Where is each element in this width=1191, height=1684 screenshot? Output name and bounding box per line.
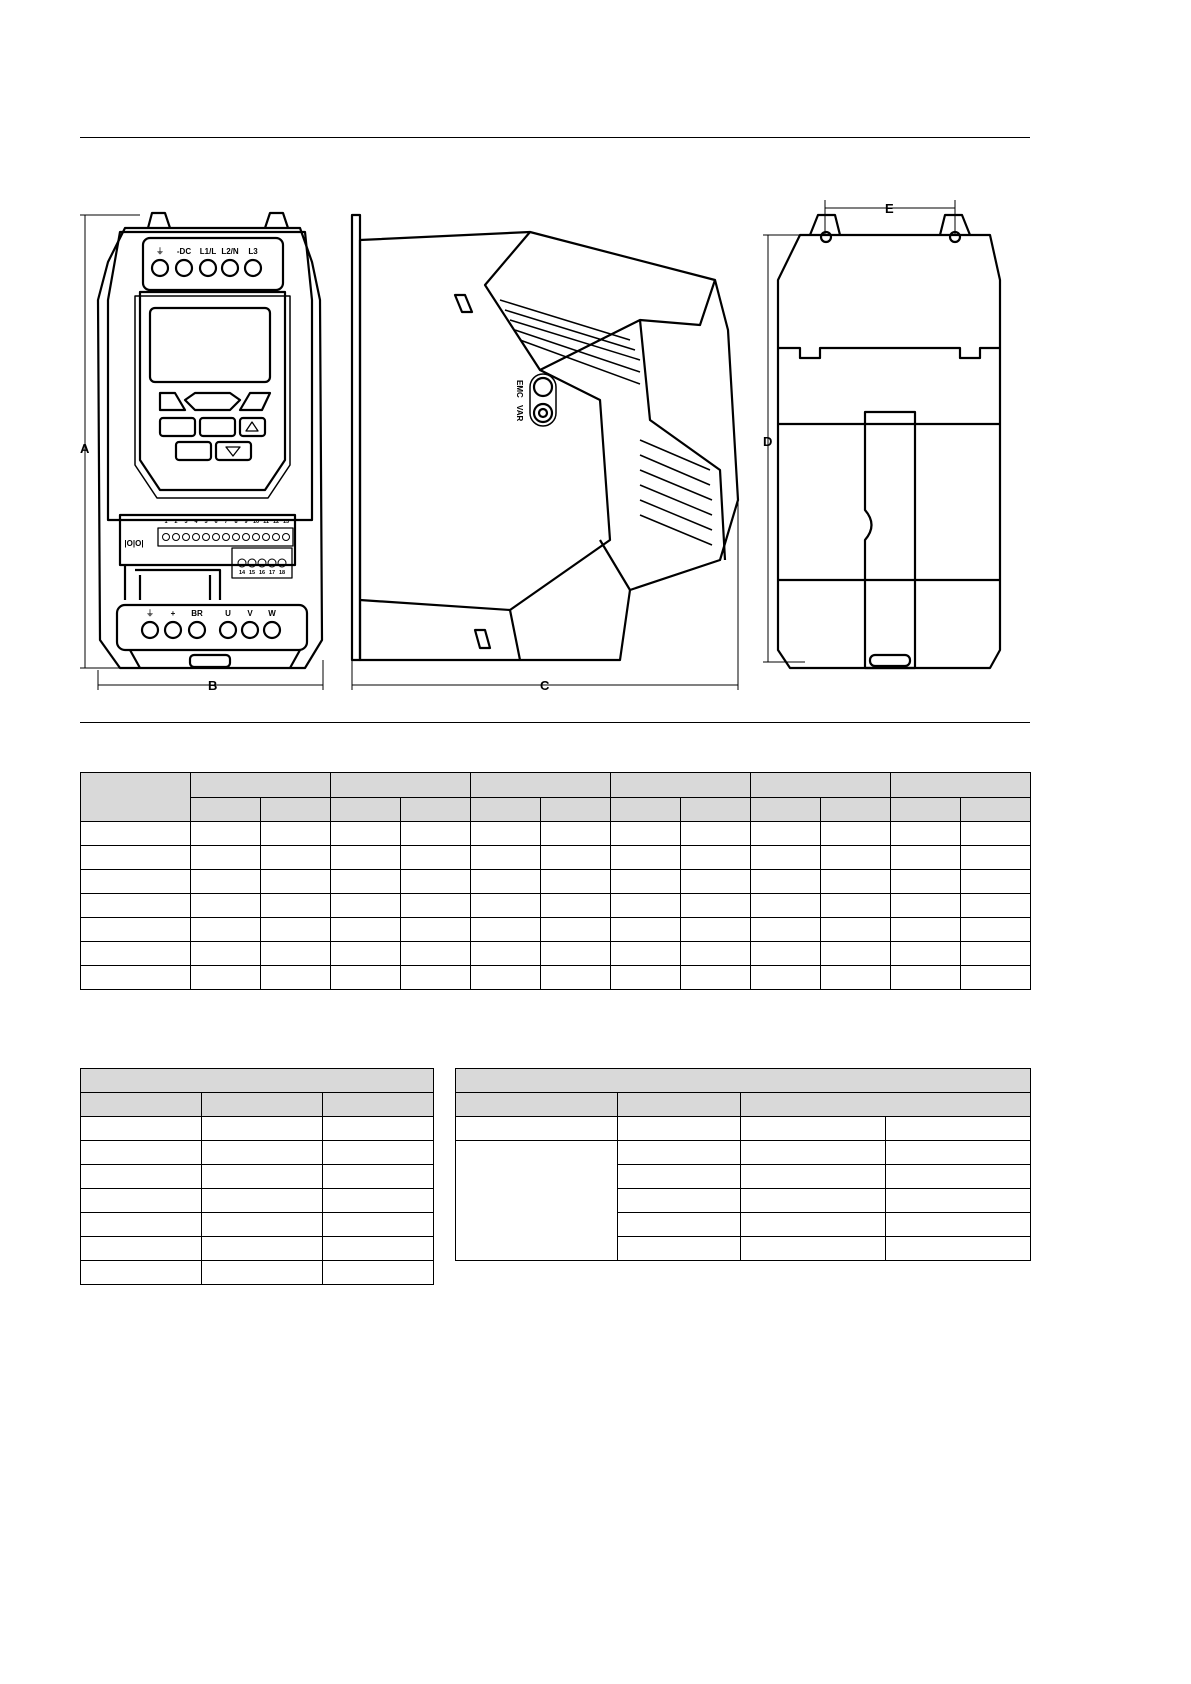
table-cell xyxy=(741,1165,886,1189)
table-cell xyxy=(611,942,681,966)
table-cell xyxy=(471,918,541,942)
table-cell xyxy=(261,918,331,942)
table-cell xyxy=(81,1093,202,1117)
control-terminal-number: 7 xyxy=(224,519,228,525)
table-cell xyxy=(261,846,331,870)
table-cell xyxy=(611,846,681,870)
header-cell xyxy=(891,773,1031,798)
table-row xyxy=(81,894,1031,918)
table-row xyxy=(81,870,1031,894)
dimension-b-label: B xyxy=(208,678,218,693)
table-cell xyxy=(202,1165,323,1189)
dimension-c-label: C xyxy=(540,678,550,693)
table-cell xyxy=(323,1093,434,1117)
table-cell xyxy=(886,1165,1031,1189)
terminal-label: + xyxy=(170,609,176,618)
table-cell xyxy=(191,942,261,966)
table-cell xyxy=(891,822,961,846)
header-cell xyxy=(191,773,331,798)
terminal-label: BR xyxy=(191,609,203,618)
table-cell xyxy=(741,1237,886,1261)
table-cell xyxy=(331,797,401,822)
right-lower-table xyxy=(455,1068,1031,1261)
table-cell xyxy=(261,966,331,990)
emc-label: EMC xyxy=(515,380,524,398)
table-cell xyxy=(611,822,681,846)
table-header-row xyxy=(81,773,1031,798)
table-row xyxy=(81,822,1031,846)
table-cell xyxy=(751,942,821,966)
table-cell xyxy=(323,1261,434,1285)
table-cell xyxy=(821,846,891,870)
front-bottom-terminals xyxy=(142,622,280,638)
dip-switch-label: |O|O| xyxy=(124,539,144,548)
table-cell xyxy=(681,846,751,870)
table-cell xyxy=(741,1141,886,1165)
table-cell xyxy=(821,966,891,990)
table-cell xyxy=(261,797,331,822)
table-row xyxy=(81,1213,434,1237)
table-cell xyxy=(751,870,821,894)
table-cell xyxy=(191,797,261,822)
table-cell xyxy=(891,918,961,942)
table-cell xyxy=(886,1141,1031,1165)
table-row xyxy=(81,942,1031,966)
table-row xyxy=(81,1189,434,1213)
header-cell xyxy=(471,773,611,798)
table-cell xyxy=(681,942,751,966)
rear-view xyxy=(778,215,1000,668)
table-cell xyxy=(323,1165,434,1189)
table-row xyxy=(81,846,1031,870)
table-cell xyxy=(821,797,891,822)
table-cell xyxy=(618,1213,741,1237)
dimension-a-label: A xyxy=(80,441,90,456)
table-cell xyxy=(323,1213,434,1237)
dimension-d-label: D xyxy=(763,434,773,449)
table-cell xyxy=(961,870,1031,894)
table-cell xyxy=(471,870,541,894)
table-cell xyxy=(741,1093,1031,1117)
table-cell xyxy=(401,822,471,846)
var-label: VAR xyxy=(515,405,524,422)
table-cell xyxy=(81,942,191,966)
table-cell xyxy=(961,942,1031,966)
table-cell xyxy=(323,1141,434,1165)
table-cell xyxy=(401,846,471,870)
table-cell xyxy=(261,822,331,846)
table-cell xyxy=(471,797,541,822)
table-cell xyxy=(191,966,261,990)
table-cell xyxy=(81,1237,202,1261)
table-cell xyxy=(961,894,1031,918)
table-cell xyxy=(821,942,891,966)
table-cell xyxy=(81,1069,434,1093)
table-cell xyxy=(681,918,751,942)
table-cell xyxy=(751,894,821,918)
table-cell xyxy=(81,894,191,918)
table-cell xyxy=(618,1189,741,1213)
terminal-label: ⏚ xyxy=(156,247,164,256)
table-cell xyxy=(456,1093,618,1117)
control-terminal-number: 12 xyxy=(272,519,280,525)
side-view xyxy=(352,215,738,660)
table-cell xyxy=(961,966,1031,990)
table-cell xyxy=(741,1117,886,1141)
table-cell xyxy=(191,918,261,942)
table-cell xyxy=(81,1189,202,1213)
table-cell xyxy=(456,1141,618,1261)
table-cell xyxy=(81,1213,202,1237)
relay-terminal-number: 18 xyxy=(278,570,286,576)
header-cell xyxy=(331,773,471,798)
table-row xyxy=(81,1117,434,1141)
relay-terminal-number: 14 xyxy=(238,570,246,576)
control-terminal-number: 9 xyxy=(244,519,248,525)
table-cell xyxy=(611,797,681,822)
table-header-row xyxy=(81,1093,434,1117)
table-cell xyxy=(611,870,681,894)
table-cell xyxy=(961,846,1031,870)
table-cell xyxy=(331,870,401,894)
control-terminal-number: 6 xyxy=(214,519,218,525)
table-cell xyxy=(191,822,261,846)
table-cell xyxy=(751,846,821,870)
header-cell xyxy=(751,773,891,798)
table-cell xyxy=(821,870,891,894)
table-cell xyxy=(456,1069,1031,1093)
terminal-label: L1/L xyxy=(199,247,217,256)
table-row xyxy=(81,1141,434,1165)
table-cell xyxy=(618,1093,741,1117)
table-cell xyxy=(471,846,541,870)
table-cell xyxy=(891,966,961,990)
table-cell xyxy=(821,918,891,942)
table-cell xyxy=(611,918,681,942)
control-terminals xyxy=(163,534,290,568)
table-cell xyxy=(471,822,541,846)
left-lower-table xyxy=(80,1068,434,1285)
table-title-row xyxy=(456,1069,1031,1093)
table-cell xyxy=(471,942,541,966)
control-terminal-number: 8 xyxy=(234,519,238,525)
table-cell xyxy=(401,870,471,894)
control-terminal-number: 13 xyxy=(282,519,290,525)
terminal-label: V xyxy=(247,609,253,618)
table-header-row xyxy=(456,1093,1031,1117)
control-terminal-number: 5 xyxy=(204,519,208,525)
table-cell xyxy=(891,846,961,870)
header-cell xyxy=(611,773,751,798)
table-cell xyxy=(331,918,401,942)
terminal-label: U xyxy=(225,609,231,618)
control-terminal-number: 1 xyxy=(164,519,168,525)
table-cell xyxy=(741,1213,886,1237)
table-cell xyxy=(961,797,1031,822)
table-row xyxy=(81,1261,434,1285)
table-cell xyxy=(541,846,611,870)
table-cell xyxy=(741,1189,886,1213)
table-cell xyxy=(886,1189,1031,1213)
table-cell xyxy=(401,966,471,990)
table-cell xyxy=(541,918,611,942)
table-cell xyxy=(401,918,471,942)
table-cell xyxy=(886,1117,1031,1141)
table-cell xyxy=(751,797,821,822)
dimension-e-label: E xyxy=(885,201,894,216)
table-cell xyxy=(202,1189,323,1213)
header-cell xyxy=(81,773,191,822)
table-cell xyxy=(891,942,961,966)
front-top-terminals xyxy=(152,260,261,276)
table-cell xyxy=(611,966,681,990)
table-cell xyxy=(191,846,261,870)
control-terminal-number: 2 xyxy=(174,519,178,525)
table-subheader-row xyxy=(81,797,1031,822)
table-cell xyxy=(323,1237,434,1261)
table-row xyxy=(81,1165,434,1189)
table-cell xyxy=(541,822,611,846)
table-cell xyxy=(541,966,611,990)
table-cell xyxy=(401,894,471,918)
table-cell xyxy=(331,942,401,966)
table-cell xyxy=(681,894,751,918)
table-row xyxy=(81,1237,434,1261)
table-cell xyxy=(681,870,751,894)
table-cell xyxy=(541,870,611,894)
table-cell xyxy=(821,894,891,918)
table-cell xyxy=(81,870,191,894)
relay-terminal-number: 16 xyxy=(258,570,266,576)
relay-terminal-number: 17 xyxy=(268,570,276,576)
table-cell xyxy=(202,1237,323,1261)
table-cell xyxy=(401,797,471,822)
table-cell xyxy=(618,1165,741,1189)
table-cell xyxy=(618,1117,741,1141)
table-cell xyxy=(81,918,191,942)
table-cell xyxy=(261,942,331,966)
dimension-drawing xyxy=(0,0,1191,740)
table-cell xyxy=(81,966,191,990)
table-cell xyxy=(191,894,261,918)
terminal-label: L2/N xyxy=(221,247,239,256)
table-row xyxy=(81,966,1031,990)
terminal-label: -DC xyxy=(176,247,192,256)
table-cell xyxy=(961,918,1031,942)
table-cell xyxy=(618,1141,741,1165)
control-terminal-number: 3 xyxy=(184,519,188,525)
table-cell xyxy=(202,1261,323,1285)
table-cell xyxy=(81,822,191,846)
table-cell xyxy=(331,846,401,870)
front-view xyxy=(98,213,322,668)
terminal-label: ⏚ xyxy=(146,609,154,618)
table-cell xyxy=(202,1141,323,1165)
table-cell xyxy=(261,870,331,894)
table-cell xyxy=(886,1213,1031,1237)
table-cell xyxy=(81,1165,202,1189)
relay-terminal-number: 15 xyxy=(248,570,256,576)
table-row xyxy=(456,1117,1031,1141)
table-row xyxy=(81,918,1031,942)
table-cell xyxy=(331,822,401,846)
table-cell xyxy=(471,894,541,918)
table-cell xyxy=(81,1117,202,1141)
table-cell xyxy=(541,942,611,966)
terminal-label: L3 xyxy=(248,247,258,256)
table-cell xyxy=(331,966,401,990)
table-cell xyxy=(471,966,541,990)
table-cell xyxy=(202,1117,323,1141)
table-cell xyxy=(81,1261,202,1285)
table-cell xyxy=(886,1237,1031,1261)
table-cell xyxy=(891,797,961,822)
table-cell xyxy=(323,1189,434,1213)
table-cell xyxy=(323,1117,434,1141)
table-cell xyxy=(81,1141,202,1165)
table-cell xyxy=(261,894,331,918)
table-row xyxy=(456,1141,1031,1165)
table-cell xyxy=(191,870,261,894)
table-cell xyxy=(81,846,191,870)
table-cell xyxy=(331,894,401,918)
table-cell xyxy=(541,797,611,822)
dimensions-table xyxy=(80,772,1031,990)
terminal-label: W xyxy=(268,609,276,618)
table-title-row xyxy=(81,1069,434,1093)
table-cell xyxy=(401,942,471,966)
table-cell xyxy=(821,822,891,846)
table-cell xyxy=(681,966,751,990)
control-terminal-number: 10 xyxy=(252,519,260,525)
table-cell xyxy=(751,822,821,846)
table-cell xyxy=(891,894,961,918)
table-cell xyxy=(618,1237,741,1261)
control-terminal-number: 11 xyxy=(263,519,269,525)
table-cell xyxy=(681,797,751,822)
dimension-c xyxy=(352,500,738,690)
table-cell xyxy=(891,870,961,894)
table-cell xyxy=(751,918,821,942)
table-cell xyxy=(681,822,751,846)
control-terminal-number: 4 xyxy=(194,519,198,525)
table-cell xyxy=(961,822,1031,846)
table-cell xyxy=(611,894,681,918)
table-cell xyxy=(751,966,821,990)
table-cell xyxy=(456,1117,618,1141)
table-cell xyxy=(541,894,611,918)
table-cell xyxy=(202,1213,323,1237)
table-cell xyxy=(202,1093,323,1117)
